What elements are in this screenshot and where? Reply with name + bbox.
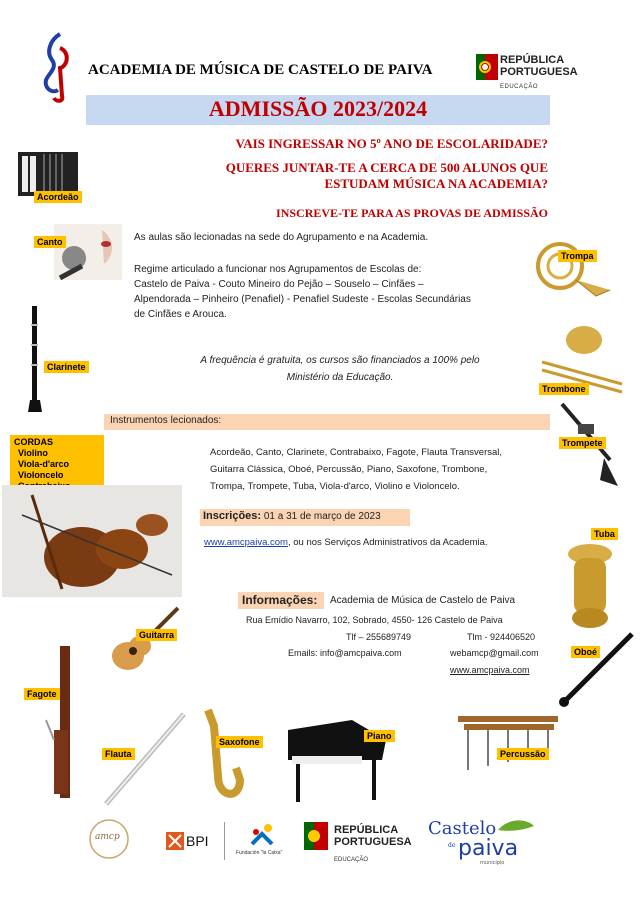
bpi-logo-mark — [166, 832, 184, 850]
clarinet-image — [26, 304, 44, 414]
castelo-logo-de: de — [448, 842, 456, 849]
bpi-logo-text: BPI — [186, 833, 209, 849]
footer-republica-logo — [304, 822, 328, 852]
tag-tuba: Tuba — [591, 528, 618, 540]
tag-flauta: Flauta — [102, 748, 135, 760]
tuba-image — [560, 540, 620, 630]
footer-divider — [224, 822, 225, 860]
inscricoes-line — [203, 510, 381, 522]
paragraph-aulas: As aulas são lecionadas na sede do Agrupamento e na Academia. — [134, 232, 429, 243]
question-1: VAIS INGRESSAR NO 5º ANO DE ESCOLARIDADE? — [235, 136, 548, 151]
bassoon-image — [44, 640, 84, 810]
castelo-logo-paiva: paiva — [458, 836, 519, 861]
instruments-title: Instrumentos lecionados: — [110, 415, 222, 426]
admissao-title: ADMISSÃO 2023/2024 — [208, 96, 428, 121]
website-line — [204, 537, 488, 548]
tag-acordeao: Acordeão — [34, 191, 82, 203]
info-email: Emails: info@amcpaiva.com — [288, 648, 402, 658]
saxophone-image — [196, 706, 246, 810]
inscricoes-dates: 01 a 31 de março de 2023 — [263, 511, 381, 522]
info-email2: webamcp@gmail.com — [450, 648, 539, 658]
cordas-item: Violoncelo — [18, 470, 64, 480]
tag-piano: Piano — [364, 730, 395, 742]
oboe-image — [556, 630, 636, 710]
academy-logo — [40, 30, 76, 104]
inscricoes-label: Inscrições: — [203, 510, 262, 522]
lacaixa-logo-text: Fundación "la Caixa" — [236, 850, 283, 856]
info-academy: Academia de Música de Castelo de Paiva — [330, 595, 516, 606]
tag-guitarra: Guitarra — [136, 629, 177, 641]
castelo-logo-leaf — [496, 816, 536, 834]
tag-oboe: Oboé — [571, 646, 600, 658]
amcp-logo-text: amcp — [95, 832, 120, 842]
paragraph-frequencia: A frequência é gratuita, os cursos são financiados a 100% pelo Ministério da Educação. — [200, 355, 480, 383]
republica-text: REPÚBLICA PORTUGUESA — [500, 54, 578, 78]
cordas-title: CORDAS — [14, 437, 54, 447]
paragraph-regime: Regime articulado a funcionar nos Agrupamentos de Escolas de: Castelo de Paiva - Couto Mineiro do Pejão – Souselo – Cinfães – Alpendorada – Pinheiro (Penafiel) - Penafiel Sudeste - Escolas Secundárias de Cinfães e Arouca. — [134, 264, 471, 320]
instruments-list: Acordeão, Canto, Clarinete, Contrabaixo, Fagote, Flauta Transversal, Guitarra Clássica, Oboé, Percussão, Piano, Saxofone, Trombone, Trompa, Trompete, Tuba, Viola-d'arco, Violino e Violoncelo. — [210, 447, 503, 492]
info-address: Rua Emídio Navarro, 102, Sobrado, 4550- 126 Castelo de Paiva — [246, 615, 503, 625]
lacaixa-logo-mark — [248, 822, 276, 848]
footer-republica-text: REPÚBLICA PORTUGUESA — [334, 824, 412, 848]
microphone-image — [54, 224, 122, 280]
tag-fagote: Fagote — [24, 688, 60, 700]
tag-trompa: Trompa — [558, 250, 597, 262]
footer-republica-sub: EDUCAÇÃO — [334, 857, 369, 863]
question-2: QUERES JUNTAR-TE A CERCA DE 500 ALUNOS QUE ESTUDAM MÚSICA NA ACADEMIA? — [225, 160, 548, 191]
info-label: Informações: — [242, 593, 318, 607]
republica-portuguesa-logo — [476, 54, 498, 82]
cordas-item: Viola-d'arco — [18, 459, 69, 469]
website-rest: , ou nos Serviços Administrativos da Academia. — [287, 537, 488, 548]
cordas-item: Violino — [18, 448, 48, 458]
tag-trombone: Trombone — [539, 383, 589, 395]
tag-percussao: Percussão — [497, 748, 549, 760]
question-3: INSCREVE-TE PARA AS PROVAS DE ADMISSÃO — [276, 206, 548, 220]
castelo-logo-municipio: município — [480, 860, 505, 866]
info-tlf: Tlf – 255689749 — [346, 632, 412, 642]
info-tlm: Tlm - 924406520 — [467, 632, 536, 642]
academy-title: ACADEMIA DE MÚSICA DE CASTELO DE PAIVA — [88, 62, 433, 78]
republica-sub: EDUCAÇÃO — [500, 84, 539, 90]
french-horn-image — [526, 230, 612, 302]
marimba-image — [454, 706, 564, 776]
tag-canto: Canto — [34, 236, 66, 248]
strings-image — [2, 485, 182, 597]
piano-image — [282, 710, 392, 806]
website-link[interactable]: www.amcpaiva.com — [204, 537, 288, 548]
info-website[interactable]: www.amcpaiva.com — [450, 665, 530, 675]
tag-trompete: Trompete — [559, 437, 606, 449]
castelo-logo-text: Castelo — [428, 818, 497, 839]
flute-image — [100, 710, 190, 810]
tag-clarinete: Clarinete — [44, 361, 89, 373]
tag-saxofone: Saxofone — [216, 736, 263, 748]
